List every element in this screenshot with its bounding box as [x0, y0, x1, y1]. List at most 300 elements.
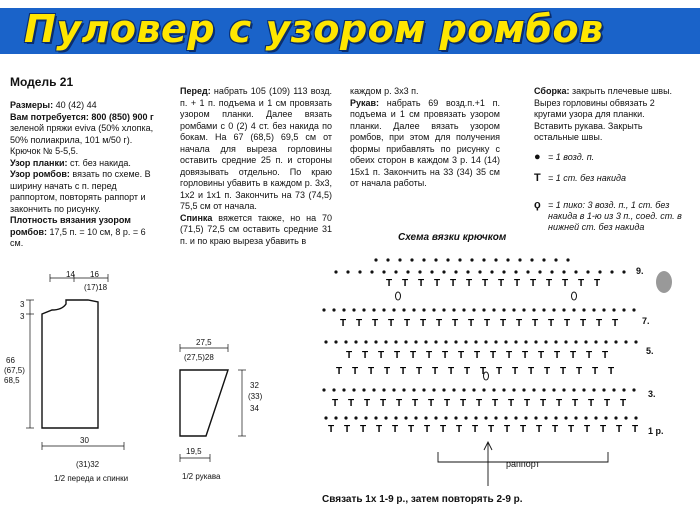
single-crochet-stitch: T [552, 424, 559, 435]
front-text: набрать 105 (109) 113 возд. п. + 1 п. подъема и 1 см провязать узором планки. Далее вязать ромбами с 0 (2) 4 ст. без накида по бокам. На 67 (68,5) 69,5 см от начала для выреза горловины оставить средние 25 п. и стороны довязывать отдельно. По краю горловины убавить в каждом р. 3х3, 1х2 и 1х1 п. Закончить на 73 (74,5) 75,5 см от начала. [180, 86, 332, 211]
single-crochet-stitch: T [356, 318, 363, 329]
single-crochet-stitch: T [562, 278, 569, 289]
sleeve-outline [180, 370, 228, 436]
chain-stitch [454, 340, 457, 343]
chain-stitch [484, 416, 487, 419]
single-crochet-stitch: T [492, 398, 499, 409]
chain-stitch [494, 258, 497, 261]
legend-picot [534, 199, 688, 233]
chain-stitch [504, 416, 507, 419]
legend-sc [534, 172, 688, 184]
chain-stitch [372, 308, 375, 311]
front-back-outline [42, 300, 98, 428]
single-crochet-stitch: T [464, 366, 471, 377]
single-crochet-stitch: T [522, 350, 529, 361]
single-crochet-stitch: T [450, 278, 457, 289]
chain-stitch [542, 308, 545, 311]
single-crochet-stitch: T [544, 366, 551, 377]
title-banner [0, 0, 700, 62]
chain-stitch [554, 258, 557, 261]
single-crochet-stitch: T [512, 366, 519, 377]
chain-stitch [452, 308, 455, 311]
chain-stitch [374, 258, 377, 261]
single-crochet-stitch: T [376, 424, 383, 435]
chain-stitch-icon: ● [534, 151, 541, 163]
chain-stitch [422, 258, 425, 261]
single-crochet-stitch: T [608, 366, 615, 377]
schema2-caption: 1/2 рукава [182, 472, 221, 481]
single-crochet-stitch: T [434, 278, 441, 289]
single-crochet-stitch: T [458, 350, 465, 361]
chain-stitch [374, 416, 377, 419]
single-crochet-stitch: T [560, 366, 567, 377]
chain-stitch [412, 388, 415, 391]
single-crochet-stitch: T [400, 366, 407, 377]
single-crochet-stitch: T [408, 424, 415, 435]
schema1-side-b: 3 [20, 312, 25, 321]
chain-stitch [482, 258, 485, 261]
chain-stitch [422, 308, 425, 311]
chain-stitch [604, 340, 607, 343]
single-crochet-stitch: T [576, 366, 583, 377]
model-number: Модель 21 [10, 75, 74, 89]
chain-stitch [584, 416, 587, 419]
single-crochet-stitch: T [336, 366, 343, 377]
chart-footer-note: Связать 1х 1-9 р., затем повторять 2-9 р. [322, 494, 523, 505]
chain-stitch [574, 340, 577, 343]
schema1-bottom-a: 30 [80, 436, 89, 445]
single-crochet-stitch: T [592, 366, 599, 377]
chain-stitch [586, 270, 589, 273]
single-crochet-stitch: T [580, 318, 587, 329]
chain-stitch [614, 416, 617, 419]
single-crochet-stitch: T [372, 318, 379, 329]
chain-stitch [458, 258, 461, 261]
chain-stitch [422, 388, 425, 391]
chain-stitch [530, 258, 533, 261]
chain-stitch [342, 308, 345, 311]
chain-stitch [384, 340, 387, 343]
single-crochet-stitch: T [328, 424, 335, 435]
chain-stitch [526, 270, 529, 273]
single-crochet-stitch: T [516, 318, 523, 329]
chain-stitch [622, 270, 625, 273]
chain-stitch [554, 340, 557, 343]
chain-stitch [610, 270, 613, 273]
single-crochet-stitch: T [532, 318, 539, 329]
schema1-height-c: 68,5 [4, 376, 20, 385]
chain-stitch [542, 258, 545, 261]
single-crochet-stitch: T [410, 350, 417, 361]
chain-stitch [534, 340, 537, 343]
single-crochet-stitch: T [424, 424, 431, 435]
chain-stitch [492, 388, 495, 391]
row-label-1: 1 р. [648, 426, 664, 436]
single-crochet-stitch: T [612, 318, 619, 329]
single-crochet-stitch: T [548, 318, 555, 329]
schema2-top-b: (27,5)28 [184, 353, 214, 362]
single-crochet-stitch: T [380, 398, 387, 409]
rhomb-pattern-value: вязать по схеме. В ширину начать с п. перед раппортом, повторять раппорт и закончить по рисунку. [10, 169, 151, 214]
chain-stitch [524, 340, 527, 343]
chain-stitch [430, 270, 433, 273]
chain-stitch [382, 270, 385, 273]
chain-stitch [332, 308, 335, 311]
chain-stitch [392, 308, 395, 311]
front-back-schematic [0, 268, 170, 478]
chain-stitch [370, 270, 373, 273]
chain-stitch [332, 388, 335, 391]
single-crochet-stitch: T [554, 350, 561, 361]
single-crochet-stitch: T [456, 424, 463, 435]
single-crochet-stitch: T [468, 318, 475, 329]
chain-stitch [562, 388, 565, 391]
single-crochet-stitch: T [508, 398, 515, 409]
chain-stitch [412, 308, 415, 311]
chain-stitch [512, 388, 515, 391]
schema2-top-a: 27,5 [196, 338, 212, 347]
picot-stitch [396, 292, 401, 300]
row-label-3: 3. [648, 389, 656, 399]
chain-stitch [490, 270, 493, 273]
chain-stitch [364, 340, 367, 343]
chain-stitch [502, 270, 505, 273]
single-crochet-stitch: T [488, 424, 495, 435]
chain-stitch [562, 308, 565, 311]
assembly-text: закрыть плечевые швы. Вырез горловины обвязать 2 кругами узора для планки. Вставить рукава. Закрыть остальные швы. [534, 86, 673, 142]
chain-stitch [352, 308, 355, 311]
single-crochet-stitch: T [602, 350, 609, 361]
single-crochet-stitch: T [604, 398, 611, 409]
chain-stitch [362, 308, 365, 311]
chain-stitch [524, 416, 527, 419]
rhomb-pattern-label: Узор ромбов: [10, 169, 70, 179]
chain-stitch [582, 388, 585, 391]
single-crochet-stitch: T [472, 424, 479, 435]
chain-stitch [614, 340, 617, 343]
plank-pattern-value: ст. без накида. [67, 157, 131, 168]
single-crochet-stitch: T [596, 318, 603, 329]
single-crochet-stitch: T [404, 318, 411, 329]
chain-stitch [512, 308, 515, 311]
ring-decoration [656, 271, 672, 293]
schema2-side-a: 32 [250, 381, 259, 390]
chain-stitch [634, 416, 637, 419]
chain-stitch [538, 270, 541, 273]
chain-stitch [564, 340, 567, 343]
single-crochet-stitch: T [362, 350, 369, 361]
materials-label: Вам потребуется: 800 (850) 900 г [10, 111, 154, 122]
chain-stitch [514, 270, 517, 273]
sizes-value: 40 (42) 44 [53, 100, 97, 110]
single-crochet-stitch: T [474, 350, 481, 361]
single-crochet-stitch: T [340, 318, 347, 329]
single-crochet-stitch: T [440, 424, 447, 435]
single-crochet-stitch: T [384, 366, 391, 377]
chain-stitch [592, 308, 595, 311]
chain-stitch [478, 270, 481, 273]
chain-stitch [322, 308, 325, 311]
chain-stitch [454, 416, 457, 419]
chain-stitch [624, 340, 627, 343]
single-crochet-stitch: T [496, 366, 503, 377]
chain-stitch [424, 340, 427, 343]
chain-stitch [542, 388, 545, 391]
single-crochet-stitch: T [484, 318, 491, 329]
density-value: 17,5 п. = 10 см, 8 р. = 6 см. [10, 226, 146, 248]
chain-stitch [552, 308, 555, 311]
chain-stitch [612, 308, 615, 311]
schema2-side-b: (33) [248, 392, 263, 401]
chain-stitch [466, 270, 469, 273]
single-crochet-stitch: T [620, 398, 627, 409]
chain-stitch [444, 340, 447, 343]
back-text: вяжется также, но на 70 (71,5) 72,5 см оставить средние 31 п. и по краю выреза убавить в [180, 212, 332, 246]
single-crochet-stitch: T [386, 278, 393, 289]
chain-stitch [342, 388, 345, 391]
single-crochet-stitch: T [578, 278, 585, 289]
single-crochet-stitch: T [352, 366, 359, 377]
chain-stitch [518, 258, 521, 261]
single-crochet-stitch: T [460, 398, 467, 409]
chain-stitch [594, 416, 597, 419]
chart-title: Схема вязки крючком [398, 232, 507, 243]
chain-stitch [414, 340, 417, 343]
single-crochet-stitch: T [426, 350, 433, 361]
chain-stitch [554, 416, 557, 419]
chain-stitch [598, 270, 601, 273]
chain-stitch [354, 416, 357, 419]
chain-stitch [462, 308, 465, 311]
single-crochet-stitch: T [480, 366, 487, 377]
chain-stitch [544, 416, 547, 419]
chain-stitch [354, 340, 357, 343]
chain-stitch [394, 270, 397, 273]
single-crochet-stitch: T [392, 424, 399, 435]
chain-stitch [604, 416, 607, 419]
chain-stitch [632, 308, 635, 311]
chain-stitch [472, 308, 475, 311]
chain-stitch [574, 270, 577, 273]
single-crochet-stitch: T [418, 278, 425, 289]
chain-stitch [574, 416, 577, 419]
chain-stitch [394, 416, 397, 419]
chain-stitch [484, 340, 487, 343]
chain-stitch [414, 416, 417, 419]
single-crochet-stitch: T [448, 366, 455, 377]
chain-stitch [406, 270, 409, 273]
materials-value: зеленой пряжи eviva (50% хлопка, 50% полиакрила, 101 м/50 г). [10, 123, 154, 145]
chain-stitch [494, 340, 497, 343]
chain-stitch [582, 308, 585, 311]
chain-stitch [534, 416, 537, 419]
chain-stitch [344, 340, 347, 343]
chain-stitch [482, 388, 485, 391]
single-crochet-stitch: T [364, 398, 371, 409]
chain-stitch [404, 416, 407, 419]
page-title: Пуловер с узором ромбов [24, 7, 604, 51]
single-crochet-stitch: T [346, 350, 353, 361]
chain-stitch [474, 340, 477, 343]
chain-stitch [624, 416, 627, 419]
chain-stitch [612, 388, 615, 391]
sleeve-text: набрать 69 возд.п.+1 п. подъема и 1 см провязать узором планки. Далее вязать узором ромбов, при этом для получения формы прибавлять по рисунку с обеих сторон в каждом 3 р. 14 (14) 15х1 п. Закончить на 33 (34) 35 см от начала работы. [350, 97, 500, 188]
chain-stitch [392, 388, 395, 391]
row-label-9: 9. [636, 266, 644, 276]
chain-stitch [432, 308, 435, 311]
chain-stitch [464, 416, 467, 419]
chain-stitch [634, 340, 637, 343]
single-crochet-stitch: T [500, 318, 507, 329]
chain-stitch [386, 258, 389, 261]
plank-pattern-label: Узор планки: [10, 157, 68, 168]
row-label-7: 7. [642, 316, 650, 326]
front-label: Перед: [180, 86, 211, 96]
chain-stitch [522, 308, 525, 311]
single-crochet-stitch: T [368, 366, 375, 377]
single-crochet-stitch: T [394, 350, 401, 361]
chain-stitch [382, 308, 385, 311]
chain-stitch [602, 388, 605, 391]
single-crochet-stitch: T [570, 350, 577, 361]
chain-stitch [442, 388, 445, 391]
single-crochet-stitch: T [600, 424, 607, 435]
chain-stitch [470, 258, 473, 261]
single-crochet-stitch: T [442, 350, 449, 361]
sizes-label: Размеры: [10, 100, 54, 110]
chain-stitch [452, 388, 455, 391]
chain-stitch [418, 270, 421, 273]
single-crochet-stitch: T [530, 278, 537, 289]
single-crochet-stitch: T [568, 424, 575, 435]
single-crochet-stitch: T [632, 424, 639, 435]
chain-stitch [464, 340, 467, 343]
chain-stitch [324, 340, 327, 343]
chain-stitch [402, 308, 405, 311]
chain-stitch [410, 258, 413, 261]
chain-stitch [562, 270, 565, 273]
single-crochet-stitch: T [546, 278, 553, 289]
schema1-top-b: 16 [90, 270, 99, 279]
chain-stitch [552, 388, 555, 391]
back-label: Спинка [180, 212, 213, 223]
chain-stitch [434, 416, 437, 419]
chain-stitch [564, 416, 567, 419]
chain-stitch [424, 416, 427, 419]
chain-stitch [372, 388, 375, 391]
single-crochet-stitch: T [536, 424, 543, 435]
back-continued: каждом р. 3х3 п. [350, 86, 419, 96]
chain-stitch [544, 340, 547, 343]
single-crochet-stitch: T [436, 318, 443, 329]
schema1-caption: 1/2 переда и спинки [54, 474, 129, 483]
schema1-height-a: 66 [6, 356, 15, 365]
chain-stitch [374, 340, 377, 343]
single-crochet-stitch: T [572, 398, 579, 409]
single-crochet-stitch: T [402, 278, 409, 289]
chain-stitch [344, 416, 347, 419]
single-crochet-stitch: T [378, 350, 385, 361]
schema2-bottom: 19,5 [186, 447, 202, 456]
chain-stitch [584, 340, 587, 343]
schema1-bottom-b: (31)32 [76, 460, 100, 469]
schema1-side-a: 3 [20, 300, 25, 309]
single-crochet-stitch: T [332, 398, 339, 409]
single-crochet-stitch: T [388, 318, 395, 329]
single-crochet-icon: T [534, 172, 541, 184]
chain-stitch [532, 308, 535, 311]
chain-stitch [398, 258, 401, 261]
chain-stitch [334, 270, 337, 273]
chain-stitch [592, 388, 595, 391]
sleeve-label: Рукав: [350, 97, 380, 108]
assembly-column [534, 86, 684, 144]
chain-stitch [434, 258, 437, 261]
chain-stitch [402, 388, 405, 391]
single-crochet-stitch: T [524, 398, 531, 409]
chain-stitch [454, 270, 457, 273]
chain-stitch [324, 416, 327, 419]
row-label-5: 5. [646, 346, 654, 356]
single-crochet-stitch: T [466, 278, 473, 289]
single-crochet-stitch: T [538, 350, 545, 361]
sleeve-column [350, 86, 500, 190]
schema1-top-a: 14 [66, 270, 75, 279]
chain-stitch [572, 308, 575, 311]
front-back-column [180, 86, 332, 247]
chain-stitch [532, 388, 535, 391]
chain-stitch [444, 416, 447, 419]
single-crochet-stitch: T [396, 398, 403, 409]
density-label: Плотность вязания узором ромбов: [10, 215, 131, 237]
chain-stitch [346, 270, 349, 273]
assembly-label: Сборка: [534, 86, 570, 96]
chain-stitch [384, 416, 387, 419]
single-crochet-stitch: T [504, 424, 511, 435]
single-crochet-stitch: T [428, 398, 435, 409]
chain-stitch [446, 258, 449, 261]
chain-stitch [432, 388, 435, 391]
chain-stitch [434, 340, 437, 343]
chain-stitch [462, 388, 465, 391]
single-crochet-stitch: T [420, 318, 427, 329]
chain-stitch [502, 388, 505, 391]
single-crochet-stitch: T [616, 424, 623, 435]
chain-stitch [514, 416, 517, 419]
chain-stitch [334, 416, 337, 419]
schema1-top-c: (17)18 [84, 283, 108, 292]
chain-stitch [322, 388, 325, 391]
chain-stitch [566, 258, 569, 261]
chain-stitch [514, 340, 517, 343]
chain-stitch [522, 388, 525, 391]
single-crochet-stitch: T [360, 424, 367, 435]
single-crochet-stitch: T [540, 398, 547, 409]
picot-icon: ϙ [534, 199, 541, 211]
single-crochet-stitch: T [412, 398, 419, 409]
picot-stitch [572, 292, 577, 300]
single-crochet-stitch: T [452, 318, 459, 329]
chain-stitch [492, 308, 495, 311]
single-crochet-stitch: T [416, 366, 423, 377]
legend-chain-text: = 1 возд. п. [548, 152, 595, 162]
single-crochet-stitch: T [506, 350, 513, 361]
schema2-side-c: 34 [250, 404, 259, 413]
chain-stitch [442, 270, 445, 273]
chain-stitch [482, 308, 485, 311]
hook-size: Крючок № 5-5,5. [10, 146, 79, 156]
single-crochet-stitch: T [528, 366, 535, 377]
